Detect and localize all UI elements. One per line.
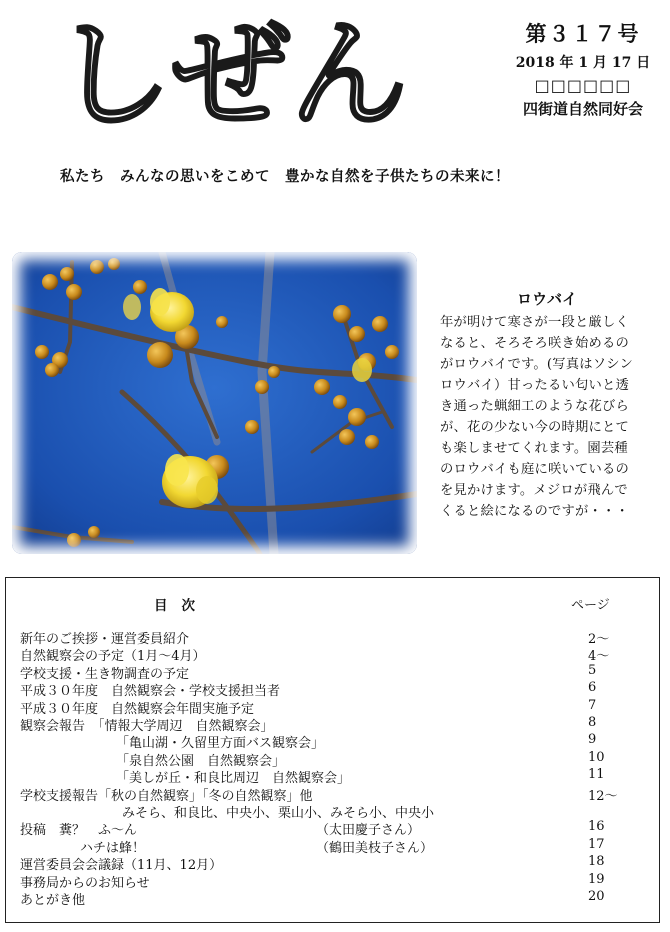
toc-row-label: 自然観察会の予定（1月～4月） — [20, 649, 206, 665]
toc-row-label: 平成３０年度 自然観察会年間実施予定 — [20, 701, 255, 717]
toc-row-label: あとがき他 — [20, 893, 86, 908]
masthead-title-text: しぜん — [54, 6, 409, 132]
toc-row — [6, 750, 659, 767]
toc-row-page: 18 — [588, 854, 605, 870]
toc-row-page: 16 — [588, 819, 605, 835]
article-line: 年が明けて寒さが一段と厳しく — [440, 315, 629, 330]
issue-boxes: □□□□□□ — [534, 76, 632, 95]
toc-row-label: 事務局からのお知らせ — [20, 875, 150, 891]
toc-heading: 目次 — [154, 598, 209, 614]
toc-row — [6, 767, 659, 787]
issue-info — [508, 18, 658, 119]
toc-page-heading: ページ — [571, 598, 610, 613]
toc-row-label: 学校支援・生き物調査の予定 — [20, 666, 190, 682]
toc-row — [6, 732, 659, 752]
toc-row-label: 投稿 糞？ ふ～ん — [20, 823, 138, 839]
toc-row-page: 19 — [588, 871, 605, 887]
article-line: くると絵になるのですが・・・ — [440, 504, 629, 519]
toc-row — [6, 663, 659, 680]
article-line: がロウバイです。(写真はソシン — [440, 357, 633, 372]
table-of-contents — [5, 577, 660, 923]
toc-row-page: 17 — [588, 836, 605, 852]
toc-row-author: （太田慶子さん） — [316, 823, 421, 839]
toc-row-page: 10 — [588, 749, 605, 765]
article-title: ロウバイ — [516, 290, 577, 308]
toc-row — [6, 645, 659, 665]
article-line: なると、そろそろ咲き始めるの — [440, 336, 629, 351]
toc-row — [6, 837, 659, 854]
toc-row-page: 2～ — [588, 632, 610, 647]
toc-row-page: 9 — [588, 732, 597, 748]
article-line: が、花の少ない今の時期にとて — [440, 420, 629, 435]
toc-row-page: 11 — [588, 767, 605, 783]
article-body — [440, 312, 652, 522]
toc-row-label: 「美しが丘・和良比周辺 自然観察会」 — [116, 771, 351, 787]
toc-row — [6, 872, 659, 889]
motto: 私たち みんなの思いをこめて 豊かな自然を子供たちの未来に！ — [60, 169, 510, 185]
wintersweet-photo — [12, 252, 417, 554]
toc-row-author: （鶴田美枝子さん） — [316, 840, 434, 856]
article-line: のロウバイも庭に咲いているの — [440, 462, 629, 477]
toc-row-label: 運営委員会会議録（11月、12月） — [20, 858, 223, 874]
issue-number: 第３１７号 — [525, 21, 641, 46]
toc-row-page: 6 — [588, 680, 597, 696]
article-line: を見かけます。メジロが飛んで — [440, 483, 628, 498]
toc-row-page: 4～ — [588, 649, 610, 665]
toc-row-page: 7 — [588, 697, 597, 713]
toc-row-label: ハチは蜂！ — [80, 840, 146, 856]
toc-row — [6, 854, 659, 874]
toc-row-label: 「亀山湖・久留里方面バス観察会」 — [116, 736, 325, 752]
toc-row-label: 学校支援報告「秋の自然観察」「冬の自然観察」他 — [20, 788, 313, 804]
masthead-title — [50, 4, 440, 132]
toc-row — [6, 889, 659, 906]
toc-row-label: 「泉自然公園 自然観察会」 — [116, 753, 286, 769]
toc-row — [6, 698, 659, 715]
toc-row-page: 5 — [588, 662, 597, 678]
organization-name: 四街道自然同好会 — [522, 100, 643, 118]
toc-row-page: 20 — [588, 889, 605, 904]
toc-row-label: みそら、和良比、中央小、栗山小、みそら小、中央小 — [122, 806, 435, 821]
toc-row — [6, 785, 659, 802]
toc-row-page: 12～ — [588, 788, 618, 804]
toc-row-label: 新年のご挨拶・運営委員紹介 — [20, 632, 190, 647]
toc-row — [6, 802, 659, 819]
toc-row — [6, 680, 659, 700]
toc-row-label: 観察会報告 「情報大学周辺 自然観察会」 — [20, 719, 274, 734]
toc-row — [6, 628, 659, 645]
toc-row — [6, 715, 659, 732]
article-line: も楽しませてくれます。園芸種 — [440, 441, 628, 456]
toc-row-label: 平成３０年度 自然観察会・学校支援担当者 — [20, 684, 281, 700]
issue-date: 2018 年 1 月 17 日 — [515, 55, 651, 71]
toc-row-page: 8 — [588, 715, 597, 730]
article-line: き通った蝋細工のような花びら — [440, 399, 629, 414]
toc-row — [6, 819, 659, 839]
article-line: ロウバイ）甘ったるい匂いと透 — [440, 378, 629, 393]
